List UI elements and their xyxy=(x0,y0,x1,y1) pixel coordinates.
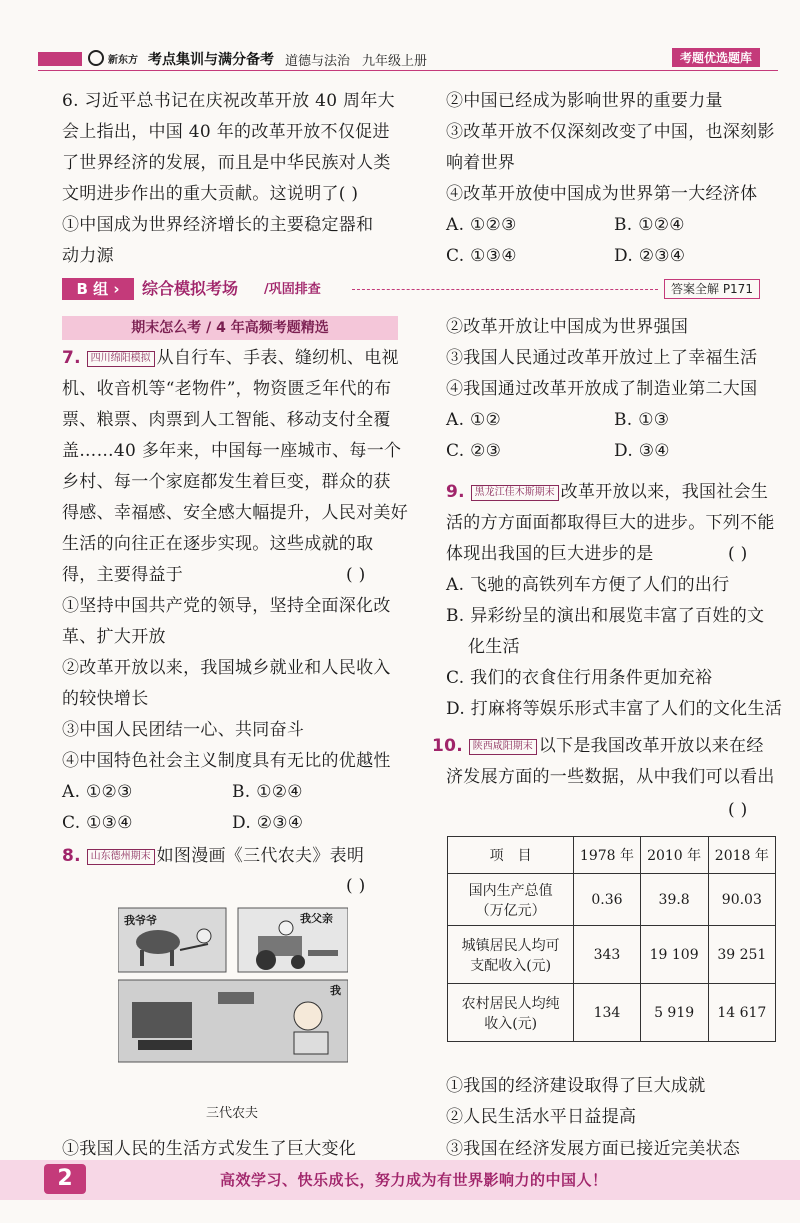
q7-line-14: ④中国特色社会主义制度具有无比的优越性 xyxy=(62,751,391,771)
grandpa-icon xyxy=(197,929,211,943)
page-header xyxy=(0,44,800,74)
q7-line-10: 革、扩大开放 xyxy=(62,627,166,647)
table-header-2010: 2010 年 xyxy=(640,837,708,874)
q6-option-d: D. ②③④ xyxy=(614,246,686,266)
cartoon-three-generations xyxy=(118,900,348,1080)
header-rule xyxy=(38,70,778,71)
q10-item-1: ①我国的经济建设取得了巨大成就 xyxy=(446,1076,706,1096)
q9-answer-bracket: ( ) xyxy=(728,544,748,564)
chevron-right-icon: › xyxy=(113,280,120,298)
q7-text-1: 从自行车、手表、缝纫机、电视 xyxy=(156,348,399,368)
page-number xyxy=(44,1164,86,1194)
q9-choice-c: C. 我们的衣食住行用条件更加充裕 xyxy=(446,668,713,688)
q9-choice-b-cont: 化生活 xyxy=(468,637,520,657)
q10-line-1 xyxy=(432,735,764,757)
cartoon-label-me: 我 xyxy=(330,984,341,997)
laptop-icon xyxy=(294,1032,328,1054)
q7-answer-bracket: ( ) xyxy=(346,565,366,585)
footer-slogan: 高效学习、快乐成长，努力成为有世界影响力的中国人！ xyxy=(220,1171,608,1189)
answer-reference: 答案全解 P171 xyxy=(664,279,760,299)
q7-line-1 xyxy=(62,347,399,369)
q7-line-2: 机、收音机等“老物件”，物资匮乏年代的布 xyxy=(62,379,392,399)
q8-item-1: ①我国人民的生活方式发生了巨大变化 xyxy=(62,1139,357,1159)
q8-option-a: A. ①② xyxy=(446,410,502,430)
table-cell: 343 xyxy=(574,926,640,984)
section-b-label xyxy=(62,278,134,300)
q9-line-1 xyxy=(446,481,768,503)
table-header-2018: 2018 年 xyxy=(708,837,775,874)
q10-number: 10. xyxy=(432,736,464,756)
q10-source-tag: 陕西咸阳期末 xyxy=(469,739,537,755)
header-tag: 考题优选题库 xyxy=(672,48,760,67)
cartoon-label-grandpa: 我爷爷 xyxy=(124,914,157,927)
q8-number: 8. xyxy=(62,846,81,866)
q6-line-6: 动力源 xyxy=(62,246,114,266)
q7-line-6: 得感、幸福感、安全感大幅提升，人民对美好 xyxy=(62,503,408,523)
q8-answer-bracket: ( ) xyxy=(346,876,366,896)
section-b-header xyxy=(62,278,782,302)
q10-text-1: 以下是我国改革开放以来在经 xyxy=(538,736,764,756)
q7-option-a: A. ①②③ xyxy=(62,782,133,802)
q6-option-b: B. ①②④ xyxy=(614,215,685,235)
q6-line-3: 了世界经济的发展，而且是中华民族对人类 xyxy=(62,153,391,173)
q9-number: 9. xyxy=(446,482,465,502)
table-cell: 5 919 xyxy=(640,984,708,1042)
cartoon-caption: 三代农夫 xyxy=(206,1106,259,1121)
q9-text-1: 改革开放以来，我国社会生 xyxy=(560,482,769,502)
me-icon xyxy=(294,1002,322,1030)
table-header-row xyxy=(448,837,776,874)
drone-icon xyxy=(218,992,254,1004)
q7-line-8: 得，主要得益于 xyxy=(62,565,184,585)
q8-line-1 xyxy=(62,845,364,867)
q10-item-3: ③我国在经济发展方面已接近完美状态 xyxy=(446,1139,741,1159)
q6-line-4: 文明进步作出的重大贡献。这说明了( ) xyxy=(62,184,359,204)
section-b-rule xyxy=(352,289,658,290)
header-brand: 新东方 xyxy=(108,55,138,66)
q9-choice-d: D. 打麻将等娱乐形式丰富了人们的文化生活 xyxy=(446,699,783,719)
table-row xyxy=(448,926,776,984)
q8-item-2: ②改革开放让中国成为世界强国 xyxy=(446,317,689,337)
cartoon-label-father: 我父亲 xyxy=(300,912,333,925)
q7-line-5: 乡村、每一个家庭都发生着巨变，群众的获 xyxy=(62,472,391,492)
table-row xyxy=(448,874,776,926)
table-row xyxy=(448,984,776,1042)
q10-answer-bracket: ( ) xyxy=(728,800,748,820)
q8-option-c: C. ②③ xyxy=(446,441,502,461)
q6-line-5: ①中国成为世界经济增长的主要稳定器和 xyxy=(62,215,374,235)
q7-line-3: 票、粮票、肉票到人工智能、移动支付全覆 xyxy=(62,410,391,430)
q8-option-d: D. ③④ xyxy=(614,441,670,461)
header-book-title: 考点集训与满分备考 xyxy=(148,52,274,68)
table-row-label: 城镇居民人均可 支配收入(元) xyxy=(448,926,574,984)
q6-line-2: 会上指出，中国 40 年的改革开放不仅促进 xyxy=(62,122,390,142)
page-footer xyxy=(0,1160,800,1200)
q8-item-3: ③我国人民通过改革开放过上了幸福生活 xyxy=(446,348,758,368)
table-cell: 19 109 xyxy=(640,926,708,984)
page-number-text: 2 xyxy=(57,1166,73,1191)
harvester-icon xyxy=(132,1002,192,1038)
header-logo-icon xyxy=(88,50,104,66)
q7-line-9: ①坚持中国共产党的领导，坚持全面深化改 xyxy=(62,596,391,616)
q7-option-c: C. ①③④ xyxy=(62,813,133,833)
q6-option-a: A. ①②③ xyxy=(446,215,517,235)
q7-line-11: ②改革开放以来，我国城乡就业和人民收入 xyxy=(62,658,391,678)
q6-right-3: 响着世界 xyxy=(446,153,516,173)
q7-line-12: 的较快增长 xyxy=(62,689,149,709)
exam-banner: 期末怎么考 / 4 年高频考题精选 xyxy=(62,316,398,340)
header-color-bar xyxy=(38,52,82,66)
q8-option-b: B. ①③ xyxy=(614,410,670,430)
table-row-label: 国内生产总值 （万亿元） xyxy=(448,874,574,926)
table-cell: 14 617 xyxy=(708,984,775,1042)
section-b-subtitle: /巩固排查 xyxy=(264,282,321,297)
q9-source-tag: 黑龙江佳木斯期末 xyxy=(471,485,559,501)
q9-choice-a: A. 飞驰的高铁列车方便了人们的出行 xyxy=(446,575,730,595)
q6-right-1: ②中国已经成为影响世界的重要力量 xyxy=(446,91,723,111)
q7-option-b: B. ①②④ xyxy=(232,782,303,802)
section-b-label-text: B 组 xyxy=(76,280,109,298)
q7-source-tag: 四川绵阳模拟 xyxy=(87,351,155,367)
q7-line-13: ③中国人民团结一心、共同奋斗 xyxy=(62,720,305,740)
table-row-label: 农村居民人均纯 收入(元) xyxy=(448,984,574,1042)
table-cell: 39 251 xyxy=(708,926,775,984)
q8-text: 如图漫画《三代农夫》表明 xyxy=(156,846,365,866)
q10-line-2: 济发展方面的一些数据，从中我们可以看出 xyxy=(446,767,775,787)
q6-option-c: C. ①③④ xyxy=(446,246,517,266)
table-header-item: 项 目 xyxy=(448,837,574,874)
table-cell: 90.03 xyxy=(708,874,775,926)
section-b-title: 综合模拟考场 xyxy=(142,279,239,298)
table-cell: 134 xyxy=(574,984,640,1042)
q10-item-2: ②人民生活水平日益提高 xyxy=(446,1107,637,1127)
father-icon xyxy=(279,921,293,935)
q6-right-2: ③改革开放不仅深刻改变了中国，也深刻影 xyxy=(446,122,775,142)
table-header-1978: 1978 年 xyxy=(574,837,640,874)
q8-source-tag: 山东德州期末 xyxy=(87,849,155,865)
table-cell: 0.36 xyxy=(574,874,640,926)
q9-choice-b: B. 异彩纷呈的演出和展览丰富了百姓的文 xyxy=(446,606,765,626)
q6-right-4: ④改革开放使中国成为世界第一大经济体 xyxy=(446,184,758,204)
table-cell: 39.8 xyxy=(640,874,708,926)
q9-line-3: 体现出我国的巨大进步的是 xyxy=(446,544,654,564)
header-grade: 九年级上册 xyxy=(362,54,428,69)
header-subject: 道德与法治 xyxy=(285,54,351,69)
q8-item-4: ④我国通过改革开放成了制造业第二大国 xyxy=(446,379,758,399)
q7-number: 7. xyxy=(62,348,81,368)
q7-option-d: D. ②③④ xyxy=(232,813,304,833)
q7-line-4: 盖……40 多年来，中国每一座城市、每一个 xyxy=(62,441,402,461)
q10-data-table xyxy=(447,836,776,1042)
q9-line-2: 活的方方面面都取得巨大的进步。下列不能 xyxy=(446,513,775,533)
q6-line-1: 6. 习近平总书记在庆祝改革开放 40 周年大 xyxy=(62,91,395,111)
q7-line-7: 生活的向往正在逐步实现。这些成就的取 xyxy=(62,534,374,554)
